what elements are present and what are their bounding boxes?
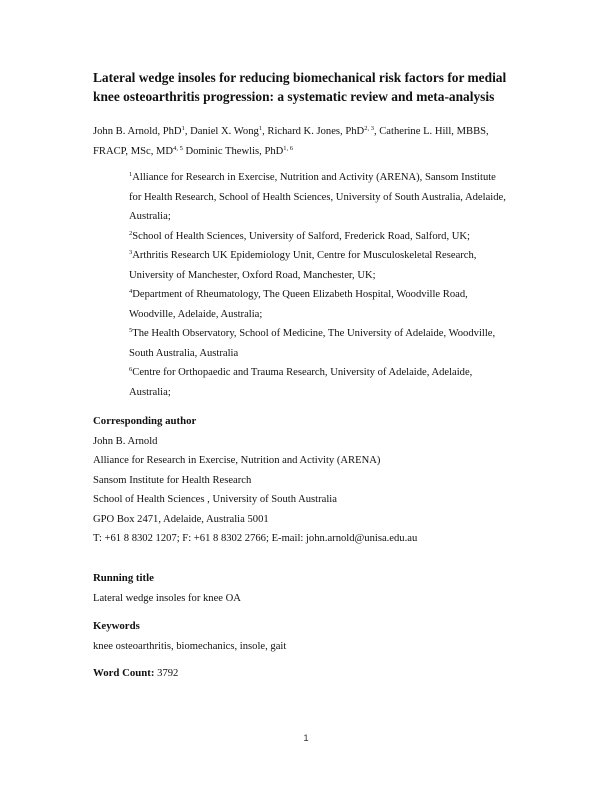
affiliation-number: 5 [129, 327, 133, 334]
author-list [93, 122, 523, 161]
affiliation-number: 2 [129, 229, 133, 237]
author-name: Catherine L. Hill, MBBS, FRACP, MSc, MD [93, 126, 489, 157]
affiliation-text: Centre for Orthopaedic and Trauma Research, University of Adelaide, Adelaide, Australia; [129, 367, 473, 398]
affiliation-number: 6 [129, 366, 133, 373]
author-affiliation-mark: 2, 3 [364, 125, 374, 132]
author-name: Daniel X. Wong [190, 126, 259, 137]
author-affiliation-mark: 1 [258, 125, 263, 132]
affiliation-text: Department of Rheumatology, The Queen Elizabeth Hospital, Woodville Road, Woodville, Adelaide, Australia; [129, 289, 468, 320]
keywords-section [93, 617, 533, 656]
affiliation-item [129, 246, 509, 285]
affiliation-text: Alliance for Research in Exercise, Nutrition and Activity (ARENA), Sansom Institute for Health Research, School of Health Sciences, University of South Australia, Adelaide, Australia; [129, 172, 506, 222]
affiliation-text: School of Health Sciences, University of Salford, Frederick Road, Salford, UK; [132, 230, 470, 242]
affiliation-list [129, 168, 509, 402]
corresponding-line: School of Health Sciences , University of South Australia [93, 494, 337, 505]
keywords-text: knee osteoarthritis, biomechanics, insole, gait [93, 640, 287, 652]
affiliation-item [129, 285, 509, 324]
author-separator: , [373, 126, 380, 137]
author-name: Richard K. Jones, PhD [267, 126, 365, 137]
paper-title: Lateral wedge insoles for reducing biomechanical risk factors for medial knee osteoarthritis progression: a systematic review and meta-analysis [93, 70, 507, 104]
running-title-heading: Running title [93, 572, 154, 584]
author-affiliation-mark: 4, 5 [173, 144, 183, 152]
word-count-label: Word Count: [93, 667, 155, 679]
author-affiliation-mark: 1, 6 [283, 144, 294, 152]
corresponding-author-heading: Corresponding author [93, 415, 197, 427]
running-title-text: Lateral wedge insoles for knee OA [93, 592, 241, 604]
page-number: 1 [303, 733, 309, 744]
corresponding-line: Alliance for Research in Exercise, Nutrition and Activity (ARENA) [93, 455, 381, 466]
affiliation-item [129, 363, 509, 402]
corresponding-author-section [93, 412, 533, 549]
author-name: John B. Arnold, PhD [93, 126, 182, 137]
affiliation-text: Arthritis Research UK Epidemiology Unit, Centre for Musculoskeletal Research, University of Manchester, Oxford Road, Manchester, UK; [129, 250, 477, 281]
affiliation-number: 4 [129, 288, 133, 295]
affiliation-item [129, 168, 509, 227]
corresponding-contact-line: T: +61 8 8302 1207; F: +61 8 8302 2766; E-mail: john.arnold@unisa.edu.au [93, 533, 418, 544]
corresponding-line: Sansom Institute for Health Research [93, 474, 252, 486]
keywords-heading: Keywords [93, 620, 140, 632]
word-count-value: 3792 [157, 668, 179, 679]
affiliation-item [129, 324, 509, 363]
author-separator: , [262, 126, 268, 137]
corresponding-line: John B. Arnold [93, 435, 158, 447]
affiliation-text: The Health Observatory, School of Medicine, The University of Adelaide, Woodville, South Australia, Australia [129, 328, 496, 359]
author-separator: , [184, 126, 191, 137]
affiliation-number: 1 [129, 171, 133, 178]
affiliation-number: 3 [129, 249, 133, 256]
author-affiliation-mark: 1 [181, 125, 185, 132]
corresponding-line: GPO Box 2471, Adelaide, Australia 5001 [93, 513, 269, 525]
author-name: Dominic Thewlis, PhD [185, 145, 284, 157]
affiliation-item [129, 227, 509, 247]
word-count-section [93, 664, 533, 684]
running-title-section [93, 569, 533, 608]
